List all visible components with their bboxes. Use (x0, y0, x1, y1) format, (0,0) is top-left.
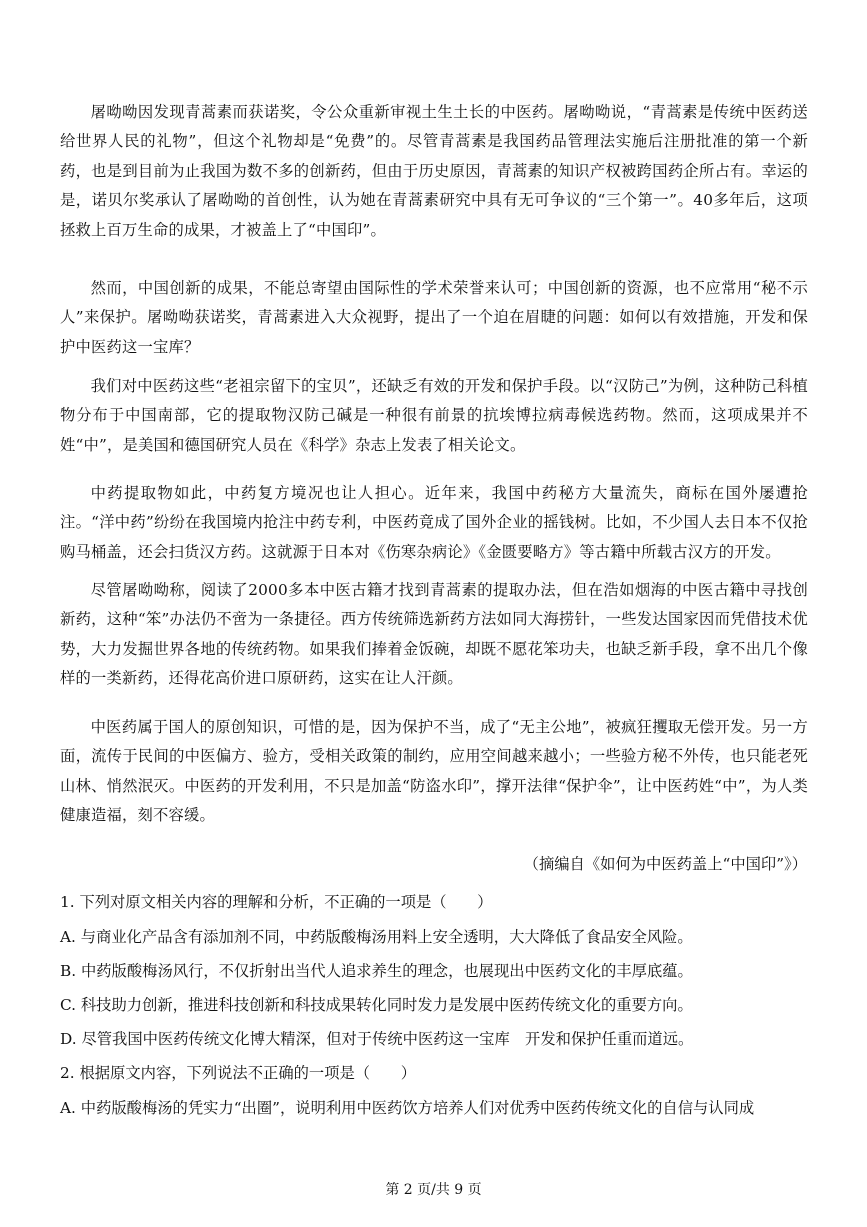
paragraph-3: 我们对中医药这些“老祖宗留下的宝贝”，还缺乏有效的开发和保护手段。以“汉防己”为例，这种防己科植物分布于中国南部，它的提取物汉防己碱是一种很有前景的抗埃博拉病毒候选药物。然而，这项成果并不姓“中”，是美国和德国研究人员在《科学》杂志上发表了相关论文。 (60, 377, 808, 454)
question-2-stem: 2. 根据原文内容，下列说法不正确的一项是（ ） (60, 1064, 416, 1082)
paragraph-2: 然而，中国创新的成果，不能总寄望由国际性的学术荣誉来认可；中国创新的资源，也不应常用“秘不示人”来保护。屠呦呦获诺奖，青蒿素进入大众视野，提出了一个迫在眉睫的问题：如何以有效措施，开发和保护中医药这一宝库？ (60, 279, 808, 356)
paragraph-4: 中药提取物如此，中药复方境况也让人担心。近年来，我国中药秘方大量流失，商标在国外屡遭抢注。“洋中药”纷纷在我国境内抢注中药专利，中医药竟成了国外企业的摇钱树。比如，不少国人去日本不仅抢购马桶盖，还会扫货汉方药。这就源于日本对《伤寒杂病论》《金匮要略方》等古籍中所载古汉方的开发。 (60, 484, 808, 561)
source-citation: （摘编自《如何为中医药盖上“中国印”》） (523, 855, 807, 873)
question-1-stem: 1. 下列对原文相关内容的理解和分析，不正确的一项是（ ） (60, 893, 493, 911)
question-1-option-c: C. 科技助力创新，推进科技创新和科技成果转化同时发力是发展中医药传统文化的重要方向。 (60, 996, 693, 1014)
question-2-option-a: A. 中药版酸梅汤的凭实力“出圈”，说明利用中医药饮方培养人们对优秀中医药传统文化的自信与认同成 (60, 1099, 755, 1117)
paragraph-5: 尽管屠呦呦称，阅读了2000多本中医古籍才找到青蒿素的提取办法，但在浩如烟海的中医古籍中寻找创新药，这种“笨”办法仍不啻为一条捷径。西方传统筛选新药方法如同大海捞针，一些发达国家因而凭借技术优势，大力发掘世界各地的传统药物。如果我们捧着金饭碗，却既不愿花笨功夫，也缺乏新手段，拿不出几个像样的一类新药，还得花高价进口原研药，这实在让人汗颜。 (60, 581, 808, 688)
question-1-option-a: A. 与商业化产品含有添加剂不同，中药版酸梅汤用料上安全透明，大大降低了食品安全风险。 (60, 928, 693, 946)
question-1-option-d: D. 尽管我国中医药传统文化博大精深，但对于传统中医药这一宝库 开发和保护任重而道远。 (60, 1030, 694, 1048)
question-1-option-b: B. 中药版酸梅汤风行，不仅折射出当代人追求养生的理念，也展现出中医药文化的丰厚底蕴。 (60, 962, 693, 980)
paragraph-6: 中医药属于国人的原创知识，可惜的是，因为保护不当，成了“无主公地”，被疯狂攫取无偿开发。另一方面，流传于民间的中医偏方、验方，受相关政策的制约，应用空间越来越小；一些验方秘不外传，也只能老死山林、悄然泯灭。中医药的开发利用，不只是加盖“防盗水印”，撑开法律“保护伞”，让中医药姓“中”，为人类健康造福，刻不容缓。 (60, 718, 808, 825)
page-footer: 第 2 页/共 9 页 (385, 1182, 482, 1198)
paragraph-1: 屠呦呦因发现青蒿素而获诺奖，令公众重新审视土生土长的中医药。屠呦呦说，“青蒿素是传统中医药送给世界人民的礼物”，但这个礼物却是“免费”的。尽管青蒿素是我国药品管理法实施后注册批准的第一个新药，也是到目前为止我国为数不多的创新药，但由于历史原因，青蒿素的知识产权被跨国药企所占有。幸运的是，诺贝尔奖承认了屠呦呦的首创性，认为她在青蒿素研究中具有无可争议的“三个第一”。40多年后，这项拯救上百万生命的成果，才被盖上了“中国印”。 (60, 103, 808, 239)
